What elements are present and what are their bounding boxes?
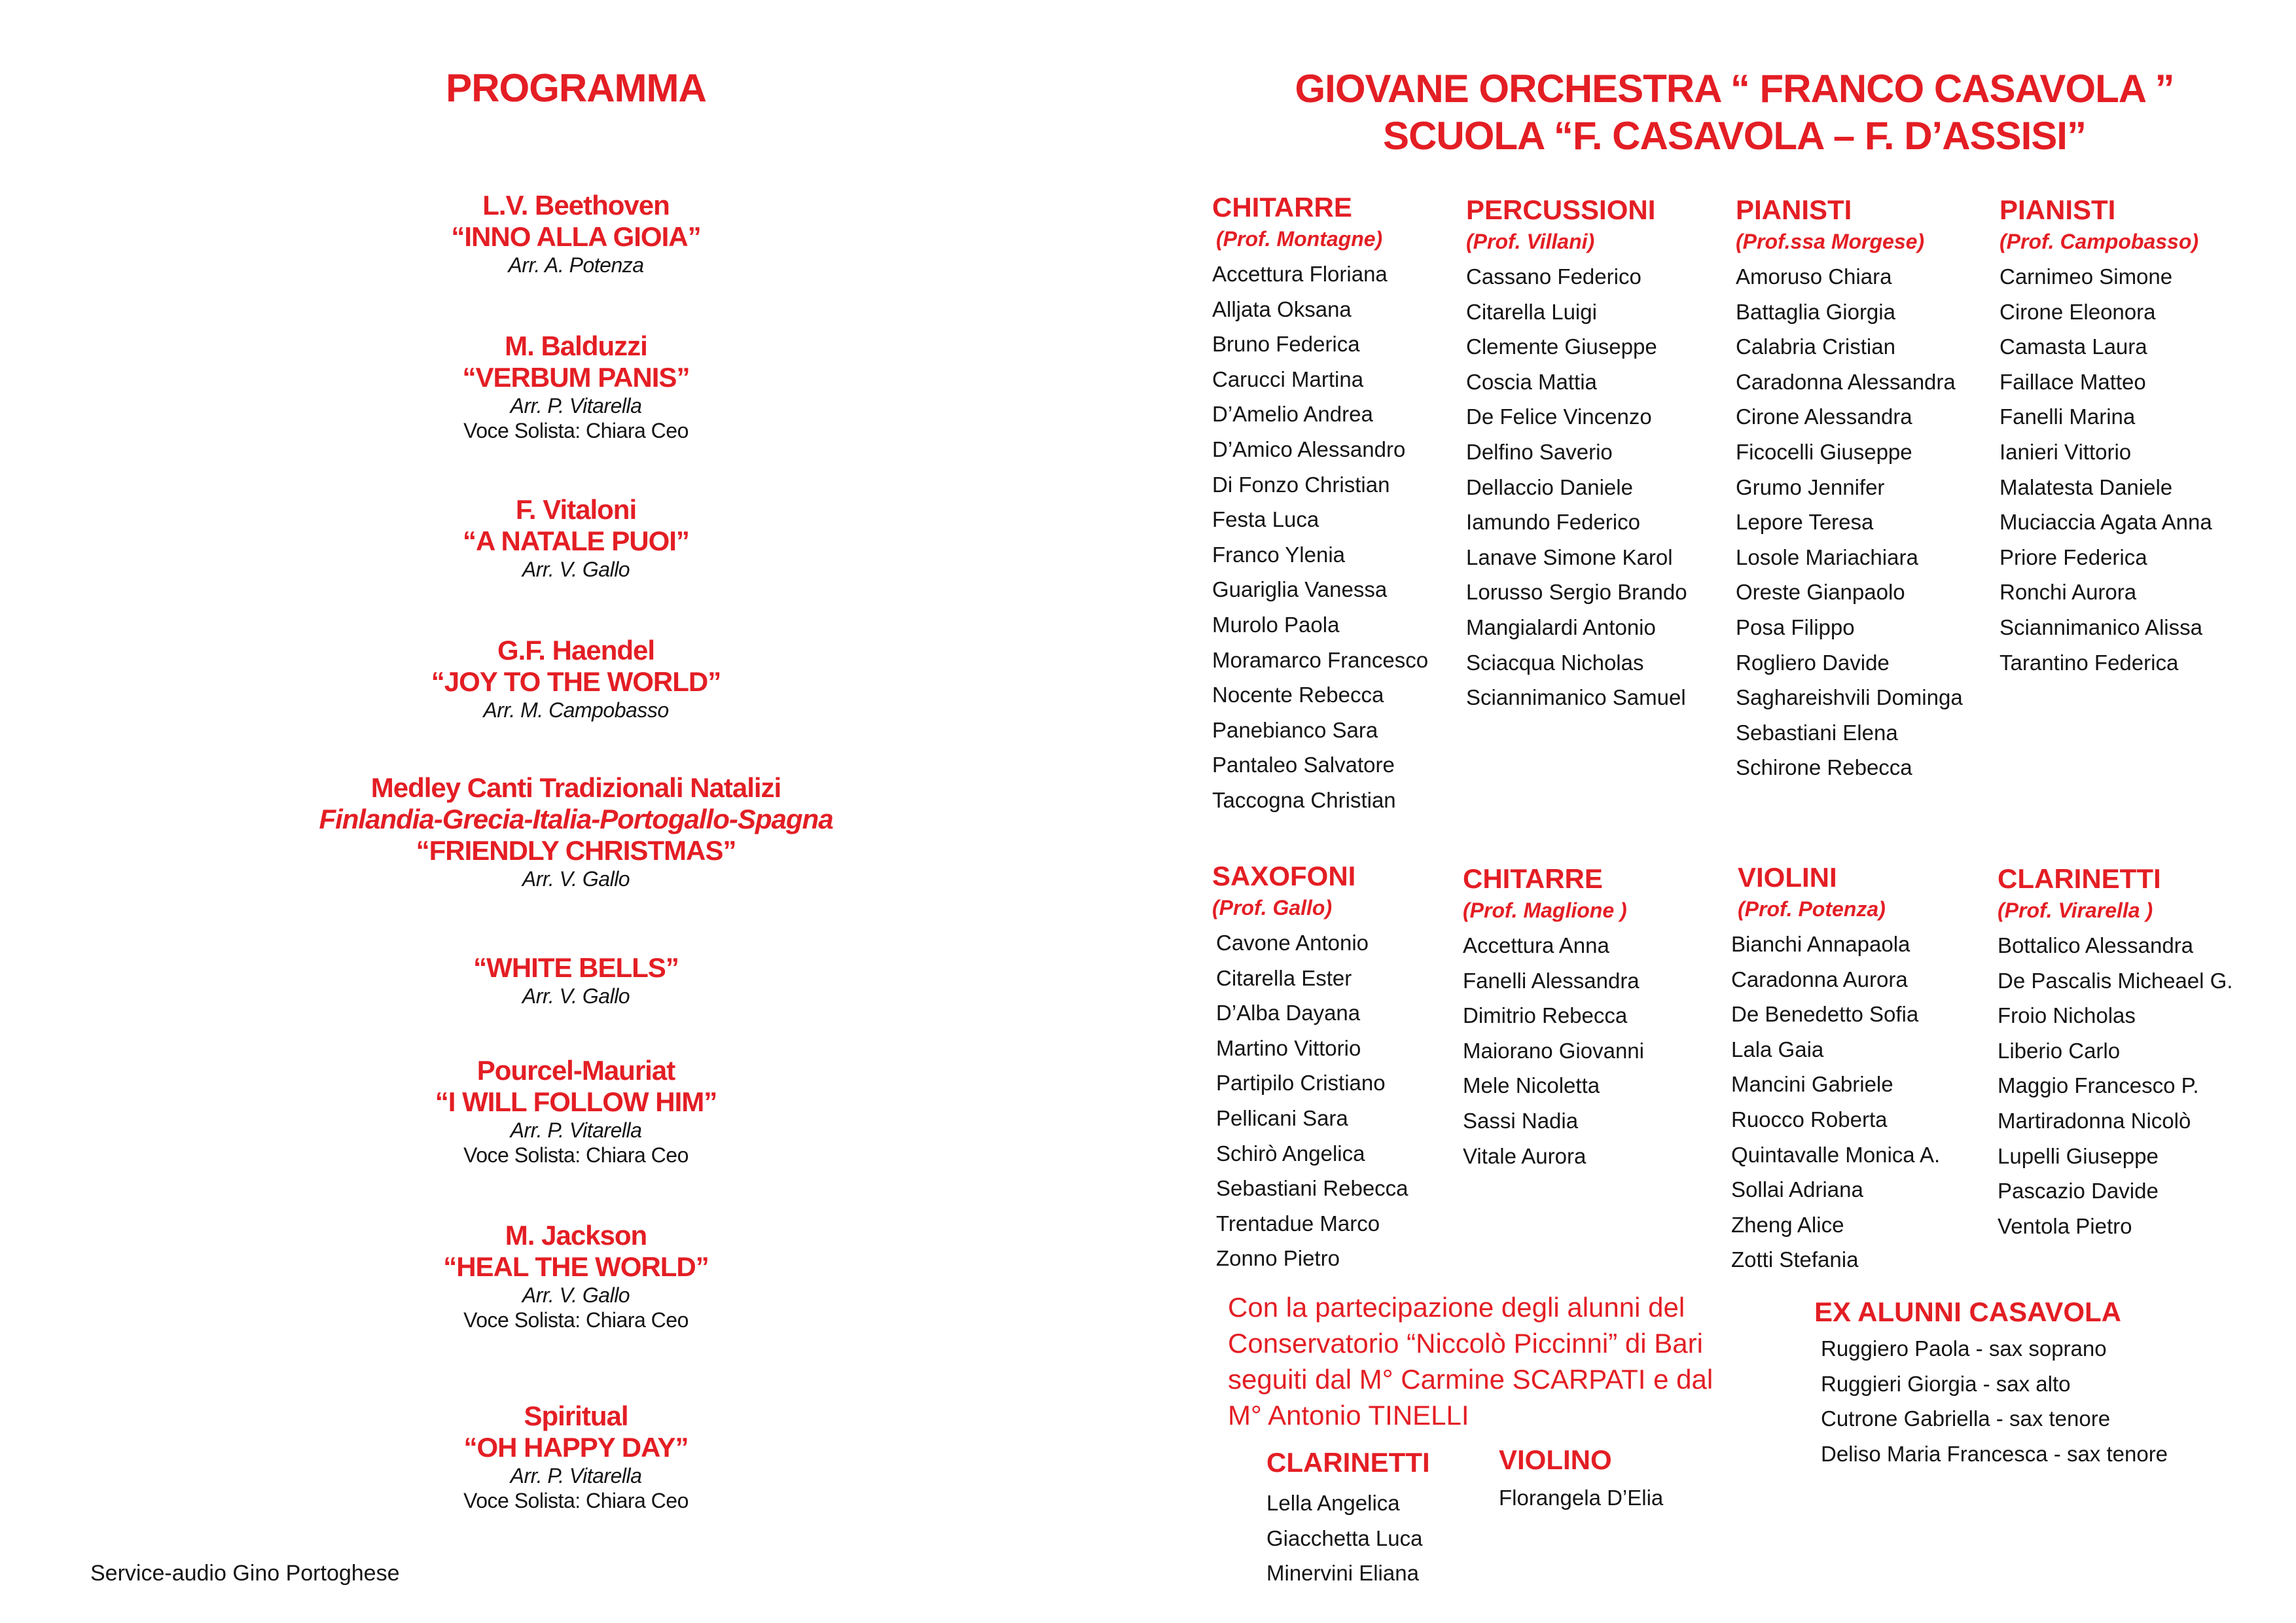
member-name: Minervini Eliana — [1266, 1561, 1419, 1586]
section-title: CLARINETTI — [1266, 1447, 1430, 1478]
member-name: Lepore Teresa — [1736, 510, 1874, 535]
member-name: Maggio Francesco P. — [1998, 1073, 2199, 1098]
member-name: Losole Mariachiara — [1736, 544, 1918, 569]
member-name: Muciaccia Agata Anna — [2000, 510, 2212, 535]
member-name: Fanelli Marina — [2000, 404, 2136, 429]
orchestra-title-line1: GIOVANE ORCHESTRA “ FRANCO CASAVOLA ” — [1295, 67, 2174, 111]
member-name: Citarella Luigi — [1466, 299, 1597, 324]
member-name: Ronchi Aurora — [2000, 580, 2137, 605]
member-name: Clemente Giuseppe — [1466, 334, 1657, 359]
section-pianisti-morgese — [1736, 194, 1963, 785]
piece-title: “WHITE BELLS” — [473, 952, 679, 983]
member-name: Franco Ylenia — [1212, 542, 1346, 567]
member-name: Froio Nicholas — [1998, 1003, 2136, 1028]
member-list — [2000, 259, 2212, 680]
member-name: Sassi Nadia — [1463, 1108, 1579, 1133]
section-violini — [1731, 861, 1940, 1277]
member-name: Cirone Alessandra — [1736, 404, 1912, 429]
piece-title: “A NATALE PUOI” — [463, 526, 689, 556]
program-item — [249, 1055, 903, 1168]
member-name: Bottalico Alessandra — [1998, 933, 2194, 957]
orchestra-title-line2: SCUOLA “F. CASAVOLA – F. D’ASSISI” — [1383, 114, 2086, 158]
section-title: CLARINETTI — [1998, 863, 2161, 894]
member-list — [1212, 257, 1428, 818]
member-name: Festa Luca — [1212, 507, 1319, 532]
section-title: PIANISTI — [2000, 194, 2116, 225]
member-name: Ventola Pietro — [1998, 1213, 2132, 1238]
member-name: Sollai Adriana — [1731, 1177, 1863, 1202]
participation-line: Conservatorio “Niccolò Piccinni” di Bari — [1228, 1328, 1703, 1359]
member-name: Zheng Alice — [1731, 1212, 1844, 1237]
member-name: Pantaleo Salvatore — [1212, 753, 1395, 777]
participation-note — [1228, 1289, 1751, 1433]
member-name: Taccogna Christian — [1212, 787, 1396, 812]
member-name: Cavone Antonio — [1216, 931, 1369, 955]
program-item — [249, 330, 903, 443]
section-teacher: (Prof. Campobasso) — [2000, 230, 2199, 253]
member-name: De Pascalis Micheael G. — [1998, 968, 2233, 993]
program-item — [249, 635, 903, 722]
piece-title: “OH HAPPY DAY” — [463, 1432, 689, 1463]
member-name: Dimitrio Rebecca — [1463, 1003, 1628, 1028]
section-title: EX ALUNNI CASAVOLA — [1814, 1296, 2122, 1327]
member-name: Rogliero Davide — [1736, 650, 1890, 675]
member-name: Mangialardi Antonio — [1466, 615, 1656, 639]
member-name: Calabria Cristian — [1736, 334, 1895, 359]
participation-line: seguiti dal M° Carmine SCARPATI e dal — [1228, 1364, 1713, 1395]
composer: Spiritual — [524, 1400, 628, 1431]
arranger: Arr. P. Vitarella — [510, 394, 642, 418]
member-list — [1998, 928, 2233, 1243]
member-name: Accettura Anna — [1463, 933, 1609, 957]
member-name: De Benedetto Sofia — [1731, 1002, 1919, 1027]
member-name: Ficocelli Giuseppe — [1736, 439, 1912, 464]
program-item — [249, 1400, 903, 1513]
member-name: Mele Nicoletta — [1463, 1073, 1600, 1098]
member-name: Alljata Oksana — [1212, 296, 1352, 321]
member-name: Cirone Eleonora — [2000, 299, 2156, 324]
member-name: Vitale Aurora — [1463, 1143, 1587, 1168]
section-teacher: (Prof. Potenza) — [1738, 897, 1886, 921]
participation-line: Con la partecipazione degli alunni del — [1228, 1292, 1685, 1323]
member-name: Faillace Matteo — [2000, 369, 2146, 394]
member-name: D’Amelio Andrea — [1212, 402, 1373, 427]
section-ex-alunni — [1814, 1296, 2168, 1471]
member-name: Ruocco Roberta — [1731, 1107, 1888, 1132]
arranger: Arr. V. Gallo — [522, 558, 630, 581]
member-name: Maiorano Giovanni — [1463, 1038, 1644, 1063]
member-name: Lala Gaia — [1731, 1037, 1824, 1061]
member-list — [1266, 1486, 1430, 1591]
section-teacher: (Prof. Gallo) — [1212, 896, 1333, 919]
member-list — [1466, 259, 1687, 715]
member-name: Trentadue Marco — [1216, 1211, 1380, 1236]
member-name: Sebastiani Rebecca — [1216, 1176, 1408, 1201]
member-list — [1499, 1480, 1663, 1516]
composer: Pourcel-Mauriat — [476, 1055, 675, 1086]
member-name: Battaglia Giorgia — [1736, 299, 1895, 324]
orchestra-title — [1244, 65, 2225, 160]
arranger: Arr. M. Campobasso — [483, 698, 669, 722]
member-name: Murolo Paola — [1212, 612, 1340, 637]
member-name: Dellaccio Daniele — [1466, 474, 1633, 499]
member-name: Panebianco Sara — [1212, 717, 1378, 742]
soloist: Voce Solista: Chiara Ceo — [463, 419, 689, 442]
member-name: Bianchi Annapaola — [1731, 932, 1910, 956]
member-name: Bruno Federica — [1212, 332, 1360, 357]
program-item — [249, 952, 903, 1008]
program-title: PROGRAMMA — [446, 66, 706, 110]
member-name: Lorusso Sergio Brando — [1466, 580, 1687, 605]
member-name: Moramarco Francesco — [1212, 647, 1429, 672]
member-list — [1212, 925, 1408, 1276]
member-name: Sciacqua Nicholas — [1466, 650, 1644, 675]
member-name: Fanelli Alessandra — [1463, 968, 1640, 993]
arranger: Arr. P. Vitarella — [510, 1464, 642, 1488]
arranger: Arr. A. Potenza — [508, 253, 644, 277]
member-name: Grumo Jennifer — [1736, 474, 1885, 499]
member-name: Sciannimanico Alissa — [2000, 615, 2202, 639]
member-name: De Felice Vincenzo — [1466, 404, 1652, 429]
member-name: Posa Filippo — [1736, 615, 1855, 639]
member-name: Delfino Saverio — [1466, 439, 1613, 464]
member-name: Iamundo Federico — [1466, 510, 1640, 535]
section-chitarre — [1212, 191, 1428, 818]
section-clarinetti — [1998, 863, 2233, 1243]
member-name: Zonno Pietro — [1216, 1246, 1340, 1271]
member-name: Lupelli Giuseppe — [1998, 1143, 2159, 1168]
section-title: VIOLINI — [1738, 862, 1837, 893]
member-name: Mancini Gabriele — [1731, 1072, 1893, 1097]
member-name: Ruggieri Giorgia - sax alto — [1821, 1371, 2071, 1396]
program-item — [249, 494, 903, 582]
arranger: Arr. V. Gallo — [522, 1283, 630, 1307]
member-name: Martino Vittorio — [1216, 1035, 1361, 1060]
section-title: SAXOFONI — [1212, 861, 1356, 891]
section-teacher: (Prof.ssa Morgese) — [1736, 230, 1925, 253]
member-name: Schirò Angelica — [1216, 1141, 1365, 1166]
member-name: Camasta Laura — [2000, 334, 2147, 359]
section-percussioni — [1466, 194, 1687, 715]
participation-line: M° Antonio TINELLI — [1228, 1400, 1469, 1431]
member-name: Carucci Martina — [1212, 366, 1364, 391]
composer: L.V. Beethoven — [482, 190, 670, 221]
program-item — [249, 1220, 903, 1332]
program-item — [249, 190, 903, 277]
footer-credit: Service-audio Gino Portoghese — [90, 1561, 400, 1586]
member-name: Pellicani Sara — [1216, 1105, 1348, 1130]
member-name: Cassano Federico — [1466, 264, 1641, 289]
member-name: Caradonna Aurora — [1731, 967, 1908, 991]
member-name: Pascazio Davide — [1998, 1179, 2159, 1204]
member-name: D’Alba Dayana — [1216, 1001, 1361, 1026]
piece-title: “JOY TO THE WORLD” — [431, 666, 721, 697]
member-name: Amoruso Chiara — [1736, 264, 1892, 289]
member-name: Partipilo Cristiano — [1216, 1071, 1386, 1096]
member-name: Guariglia Vanessa — [1212, 577, 1388, 602]
arranger: Arr. V. Gallo — [522, 867, 630, 891]
composer: Medley Canti Tradizionali Natalizi — [370, 772, 781, 803]
member-name: Saghareishvili Dominga — [1736, 685, 1963, 710]
section-saxofoni — [1212, 860, 1408, 1276]
member-name: Florangela D’Elia — [1499, 1486, 1664, 1510]
section-chitarre-maglione — [1463, 863, 1644, 1173]
member-list — [1814, 1331, 2168, 1471]
member-name: Deliso Maria Francesca - sax tenore — [1821, 1441, 2168, 1466]
member-name: Coscia Mattia — [1466, 369, 1597, 394]
member-name: Zotti Stefania — [1731, 1247, 1859, 1272]
member-name: Sebastiani Elena — [1736, 720, 1898, 745]
piece-title: “HEAL THE WORLD” — [443, 1251, 709, 1282]
arranger: Arr. V. Gallo — [522, 984, 630, 1008]
program-item — [249, 772, 903, 891]
member-name: Caradonna Alessandra — [1736, 369, 1956, 394]
soloist: Voce Solista: Chiara Ceo — [463, 1489, 689, 1512]
piece-title: “I WILL FOLLOW HIM” — [435, 1086, 717, 1117]
member-name: Nocente Rebecca — [1212, 683, 1384, 707]
section-teacher: (Prof. Maglione ) — [1463, 899, 1627, 922]
section-title: PERCUSSIONI — [1466, 194, 1656, 225]
composer: M. Jackson — [505, 1220, 647, 1251]
soloist: Voce Solista: Chiara Ceo — [463, 1143, 689, 1167]
soloist: Voce Solista: Chiara Ceo — [463, 1308, 689, 1332]
member-name: Cutrone Gabriella - sax tenore — [1821, 1406, 2111, 1431]
member-name: Quintavalle Monica A. — [1731, 1142, 1941, 1167]
composer: M. Balduzzi — [505, 330, 647, 361]
piece-title: “FRIENDLY CHRISTMAS” — [416, 835, 736, 866]
member-list — [1736, 259, 1963, 785]
member-name: Lanave Simone Karol — [1466, 544, 1673, 569]
member-name: Liberio Carlo — [1998, 1038, 2121, 1063]
composer: G.F. Haendel — [497, 635, 655, 666]
member-name: D’Amico Alessandro — [1212, 437, 1406, 461]
member-name: Malatesta Daniele — [2000, 474, 2173, 499]
member-name: Lella Angelica — [1266, 1491, 1400, 1515]
section-title: PIANISTI — [1736, 194, 1852, 225]
member-name: Priore Federica — [2000, 544, 2147, 569]
member-name: Ianieri Vittorio — [2000, 439, 2132, 464]
section-teacher: (Prof. Virarella ) — [1998, 899, 2153, 922]
member-name: Martiradonna Nicolò — [1998, 1108, 2191, 1133]
section-title: VIOLINO — [1499, 1444, 1612, 1475]
section-conservatorio-clarinetti — [1266, 1446, 1430, 1591]
member-name: Oreste Gianpaolo — [1736, 580, 1905, 605]
section-conservatorio-violino — [1499, 1444, 1663, 1516]
member-name: Ruggiero Paola - sax soprano — [1821, 1336, 2107, 1361]
member-name: Carnimeo Simone — [2000, 264, 2173, 289]
member-list — [1463, 928, 1644, 1173]
arranger: Arr. P. Vitarella — [510, 1118, 642, 1142]
member-name: Giacchetta Luca — [1266, 1525, 1423, 1550]
piece-title: “VERBUM PANIS” — [462, 362, 690, 393]
member-name: Citarella Ester — [1216, 965, 1352, 990]
composer: F. Vitaloni — [515, 494, 637, 525]
member-name: Di Fonzo Christian — [1212, 472, 1390, 497]
member-name: Tarantino Federica — [2000, 650, 2179, 675]
section-teacher: (Prof. Montagne) — [1216, 227, 1383, 251]
section-title: CHITARRE — [1212, 192, 1352, 223]
section-pianisti-campobasso — [2000, 194, 2212, 680]
member-name: Accettura Floriana — [1212, 262, 1388, 286]
member-name: Schirone Rebecca — [1736, 755, 1912, 780]
piece-title: “INNO ALLA GIOIA” — [451, 221, 701, 252]
member-name: Sciannimanico Samuel — [1466, 685, 1686, 710]
member-list — [1731, 927, 1940, 1277]
piece-subtitle: Finlandia-Grecia-Italia-Portogallo-Spagna — [319, 804, 833, 834]
section-title: CHITARRE — [1463, 863, 1603, 894]
section-teacher: (Prof. Villani) — [1466, 230, 1595, 253]
